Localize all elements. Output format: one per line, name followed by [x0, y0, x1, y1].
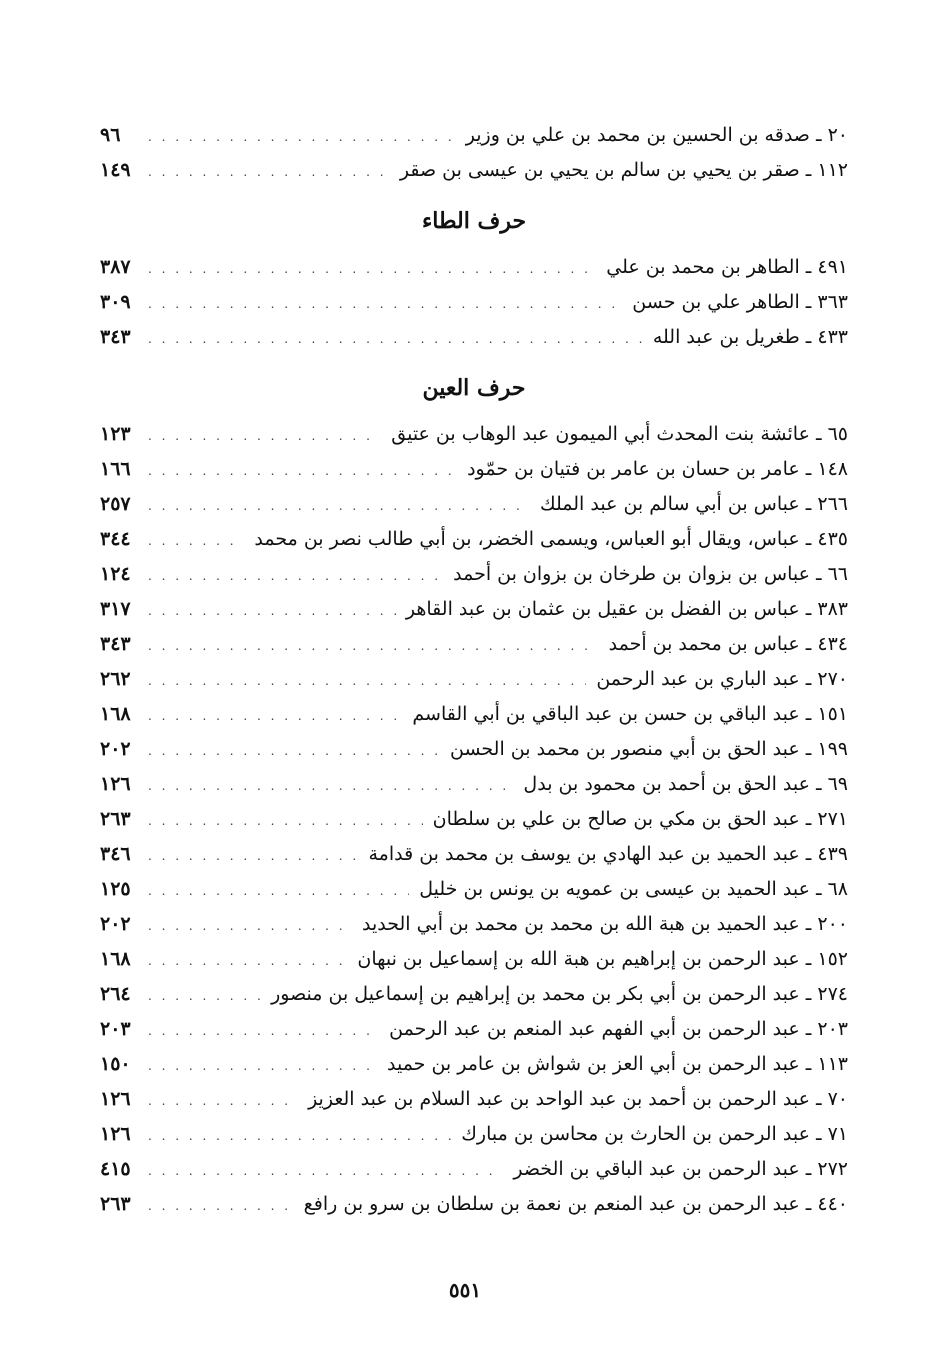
dot-leader	[148, 909, 352, 944]
entry-page: ٣١٧	[100, 598, 131, 620]
entry-name: ٤٣٣ ـ طغريل بن عبد الله	[652, 326, 848, 348]
index-entry	[100, 627, 848, 662]
entry-page: ١٢٣	[100, 423, 131, 445]
entry-name: ٧١ ـ عبد الرحمن بن الحارث بن محاسن بن مبارك	[461, 1123, 848, 1145]
entry-page: ٢٠٢	[100, 738, 131, 760]
index-entry	[100, 285, 848, 320]
index-page	[100, 118, 848, 1222]
entry-page: ٢٦٤	[100, 983, 131, 1005]
entry-page: ٢٦٣	[100, 808, 131, 830]
entry-page: ١٢٥	[100, 878, 131, 900]
dot-leader	[148, 1189, 294, 1224]
dot-leader	[148, 252, 596, 287]
entry-name: ١٤٨ ـ عامر بن حسان بن عامر بن فتيان بن حمّود	[467, 458, 848, 480]
entry-page: ١٤٩	[100, 159, 131, 181]
index-entry	[100, 1012, 848, 1047]
entry-name: ١٥١ ـ عبد الباقي بن حسن بن عبد الباقي بن أبي القاسم	[412, 703, 848, 725]
index-entry	[100, 697, 848, 732]
section-continued	[100, 118, 848, 188]
dot-leader	[148, 1154, 503, 1189]
entry-page: ٣٤٦	[100, 843, 131, 865]
dot-leader	[148, 944, 347, 979]
index-entry	[100, 662, 848, 697]
section-ain	[100, 359, 848, 1222]
entry-name: ٤٣٥ ـ عباس، ويقال أبو العباس، ويسمى الخضر، بن أبي طالب نصر بن محمد	[254, 528, 848, 550]
index-entry	[100, 250, 848, 285]
entry-name: ٢٧٢ ـ عبد الرحمن بن عبد الباقي بن الخضر	[513, 1158, 848, 1180]
dot-leader	[148, 454, 457, 489]
entry-page: ٣٤٣	[100, 633, 131, 655]
section-heading: حرف الطاء	[421, 208, 527, 234]
dot-leader	[148, 155, 390, 190]
entry-name: ٣٦٣ ـ الطاهر علي بن حسن	[632, 291, 848, 313]
index-entry	[100, 1047, 848, 1082]
dot-leader	[148, 287, 622, 322]
entry-name: ٤٤٠ ـ عبد الرحمن بن عبد المنعم بن نعمة بن سلطان بن سرو بن رافع	[303, 1193, 848, 1215]
dot-leader	[148, 559, 443, 594]
dot-leader	[148, 1049, 377, 1084]
entry-name: ١٥٢ ـ عبد الرحمن بن إبراهيم بن هبة الله بن إسماعيل بن نبهان	[357, 948, 848, 970]
dot-leader	[148, 120, 456, 155]
entry-page: ١٢٦	[100, 1123, 131, 1145]
section-heading: حرف العين	[422, 375, 526, 401]
dot-leader	[148, 1014, 379, 1049]
entry-name: ١١٣ ـ عبد الرحمن بن أبي العز بن شواش بن عامر بن حميد	[386, 1053, 848, 1075]
entry-name: ٤٣٩ ـ عبد الحميد بن عبد الهادي بن يوسف بن محمد بن قدامة	[368, 843, 848, 865]
entry-name: ١١٢ ـ صقر بن يحيي بن سالم بن يحيي بن عيسى بن صقر	[399, 159, 848, 181]
dot-leader	[148, 524, 244, 559]
index-entry	[100, 153, 848, 188]
index-entry	[100, 452, 848, 487]
entry-page: ٣٨٧	[100, 256, 131, 278]
dot-leader	[148, 1119, 451, 1154]
index-entry	[100, 1152, 848, 1187]
index-entry	[100, 557, 848, 592]
index-entry	[100, 942, 848, 977]
dot-leader	[148, 419, 381, 454]
index-entry	[100, 522, 848, 557]
dot-leader	[148, 1084, 298, 1119]
entry-name: ٢٠٣ ـ عبد الرحمن بن أبي الفهم عبد المنعم بن عبد الرحمن	[389, 1018, 848, 1040]
index-entry	[100, 767, 848, 802]
entry-page: ١٢٦	[100, 1088, 131, 1110]
page-number: ٥٥١	[448, 1278, 482, 1302]
dot-leader	[148, 322, 643, 357]
dot-leader	[148, 734, 440, 769]
entry-name: ٢٧٠ ـ عبد الباري بن عبد الرحمن	[596, 668, 848, 690]
entry-page: ٢٦٣	[100, 1193, 131, 1215]
entry-name: ١٩٩ ـ عبد الحق بن أبي منصور بن محمد بن الحسن	[450, 738, 848, 760]
dot-leader	[148, 699, 402, 734]
entry-name: ٢٧٤ ـ عبد الرحمن بن أبي بكر بن محمد بن إبراهيم بن إسماعيل بن منصور	[271, 983, 848, 1005]
index-entry	[100, 1082, 848, 1117]
entry-page: ٢٦٢	[100, 668, 131, 690]
entry-name: ٦٨ ـ عبد الحميد بن عيسى بن عمويه بن يونس بن خليل	[419, 878, 848, 900]
entry-name: ٢٠٠ ـ عبد الحميد بن هبة الله بن محمد بن محمد بن أبي الحديد	[361, 913, 848, 935]
entry-name: ٤٣٤ ـ عباس بن محمد بن أحمد	[608, 633, 848, 655]
index-entry	[100, 592, 848, 627]
index-entry	[100, 837, 848, 872]
section-taa	[100, 192, 848, 355]
entry-name: ٢٠ ـ صدقه بن الحسين بن محمد بن علي بن وزير	[465, 124, 848, 146]
dot-leader	[148, 979, 261, 1014]
dot-leader	[148, 769, 513, 804]
entry-name: ٢٧١ ـ عبد الحق بن مكي بن صالح بن علي بن سلطان	[432, 808, 848, 830]
entry-page: ٤١٥	[100, 1158, 131, 1180]
entry-name: ٤٩١ ـ الطاهر بن محمد بن علي	[606, 256, 848, 278]
entry-page: ٣٠٩	[100, 291, 131, 313]
index-entry	[100, 732, 848, 767]
entry-page: ١٦٨	[100, 703, 131, 725]
entry-page: ١٦٨	[100, 948, 131, 970]
index-entry	[100, 487, 848, 522]
index-entry	[100, 907, 848, 942]
entry-page: ١٢٤	[100, 563, 131, 585]
entry-name: ٦٩ ـ عبد الحق بن أحمد بن محمود بن بدل	[523, 773, 848, 795]
entry-page: ٣٤٣	[100, 326, 131, 348]
entry-name: ٦٥ ـ عائشة بنت المحدث أبي الميمون عبد الوهاب بن عتيق	[391, 423, 848, 445]
index-entry	[100, 320, 848, 355]
index-entry	[100, 872, 848, 907]
dot-leader	[148, 489, 530, 524]
entry-page: ١٦٦	[100, 458, 131, 480]
index-entry	[100, 802, 848, 837]
index-entry	[100, 417, 848, 452]
dot-leader	[148, 594, 396, 629]
dot-leader	[148, 874, 409, 909]
dot-leader	[148, 664, 586, 699]
entry-name: ٧٠ ـ عبد الرحمن بن أحمد بن عبد الواحد بن عبد السلام بن عبد العزيز	[308, 1088, 848, 1110]
entry-name: ٣٨٣ ـ عباس بن الفضل بن عقيل بن عثمان بن عبد القاهر	[405, 598, 848, 620]
entry-page: ١٢٦	[100, 773, 131, 795]
dot-leader	[148, 804, 423, 839]
entry-page: ٢٠٣	[100, 1018, 131, 1040]
entry-page: ٢٥٧	[100, 493, 131, 515]
index-entry	[100, 1117, 848, 1152]
entry-name: ٢٦٦ ـ عباس بن أبي سالم بن عبد الملك	[539, 493, 848, 515]
entry-page: ٩٦	[100, 124, 121, 146]
index-entry	[100, 118, 848, 153]
dot-leader	[148, 629, 599, 664]
entry-page: ٣٤٤	[100, 528, 131, 550]
dot-leader	[148, 839, 358, 874]
entry-page: ١٥٠	[100, 1053, 131, 1075]
entry-name: ٦٦ ـ عباس بن بزوان بن طرخان بن بزوان بن أحمد	[453, 563, 848, 585]
index-entry	[100, 1187, 848, 1222]
index-entry	[100, 977, 848, 1012]
entry-page: ٢٠٢	[100, 913, 131, 935]
